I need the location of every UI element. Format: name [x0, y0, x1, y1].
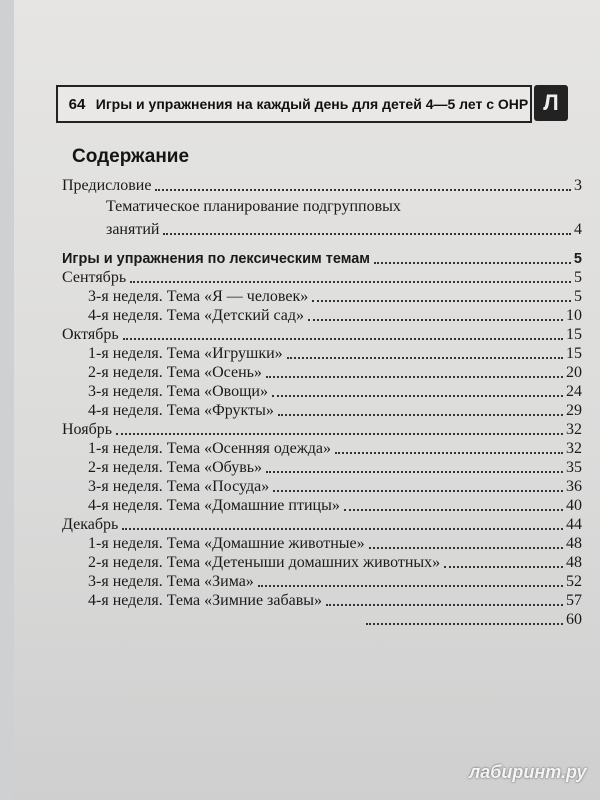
toc-label: 3-я неделя. Тема «Зима»: [88, 573, 254, 590]
leader-dots: [335, 452, 563, 454]
leader-dots: [272, 395, 563, 397]
toc-page: 3: [574, 177, 582, 194]
toc-entry: [106, 220, 582, 239]
toc-page: 32: [566, 421, 582, 438]
toc-label: Предисловие: [62, 177, 152, 194]
leader-dots: [266, 471, 563, 473]
toc-label: 3-я неделя. Тема «Посуда»: [88, 478, 270, 495]
toc-label: 1-я неделя. Тема «Домашние животные»: [88, 535, 365, 552]
toc-label: Игры и упражнения по лексическим темам: [62, 251, 371, 267]
toc-label: 4-я неделя. Тема «Фрукты»: [88, 402, 274, 419]
book-title: Игры и упражнения на каждый день для детей 4—5 лет с ОНР: [94, 85, 532, 123]
leader-dots: [273, 490, 563, 492]
leader-dots: [312, 300, 571, 302]
toc-entry: [88, 496, 582, 515]
toc-label: 4-я неделя. Тема «Домашние птицы»: [88, 497, 340, 514]
leader-dots: [308, 319, 563, 321]
toc-page: 15: [566, 326, 582, 343]
toc-label: 2-я неделя. Тема «Обувь»: [88, 459, 263, 476]
contents-heading: Содержание: [72, 146, 190, 167]
toc-month: [62, 268, 582, 287]
toc-page: 36: [566, 478, 582, 495]
toc-page: 10: [566, 307, 582, 324]
toc-label: 4-я неделя. Тема «Детский сад»: [88, 307, 305, 324]
toc-section: [62, 249, 582, 268]
toc-page: 52: [566, 573, 582, 590]
toc-label-line1: Тематическое планирование подгрупповых: [106, 198, 401, 215]
leader-dots: [155, 189, 571, 191]
toc-page: 5: [574, 269, 582, 286]
toc-entry: [88, 344, 582, 363]
toc-entry: [62, 176, 582, 195]
toc-month: [62, 325, 582, 344]
toc-page: 4: [574, 221, 582, 238]
toc-entry: [88, 287, 582, 306]
leader-dots: [366, 623, 563, 625]
leader-dots: [163, 233, 571, 235]
toc-entry: [364, 610, 582, 629]
toc-page: 48: [566, 535, 582, 552]
publisher-logo-icon: Л: [534, 85, 568, 121]
leader-dots: [278, 414, 563, 416]
toc-label: Октябрь: [62, 326, 119, 343]
toc-label: 2-я неделя. Тема «Детеныши домашних животных»: [88, 554, 441, 571]
leader-dots: [287, 357, 563, 359]
toc-entry: [88, 363, 582, 382]
toc-entry: [88, 382, 582, 401]
toc-label: Ноябрь: [62, 421, 113, 438]
toc-page: 48: [566, 554, 582, 571]
toc-month: [62, 515, 582, 534]
leader-dots: [344, 509, 563, 511]
toc-label: 1-я неделя. Тема «Игрушки»: [88, 345, 283, 362]
toc-page: 57: [566, 592, 582, 609]
toc-entry: [88, 553, 582, 572]
toc-label: занятий: [106, 221, 160, 238]
toc-entry: [88, 401, 582, 420]
leader-dots: [374, 262, 571, 264]
watermark-logo: лабиринт.ру: [469, 762, 587, 782]
toc-label: Декабрь: [62, 516, 119, 533]
toc-page: 29: [566, 402, 582, 419]
toc-label: Сентябрь: [62, 269, 127, 286]
toc-page: 40: [566, 497, 582, 514]
toc-entry: [88, 534, 582, 553]
leader-dots: [123, 338, 563, 340]
running-header: [56, 85, 568, 121]
book-page: [14, 0, 600, 800]
toc-page: 44: [566, 516, 582, 533]
toc-entry: [88, 477, 582, 496]
toc-month: [62, 420, 582, 439]
toc-entry: [88, 572, 582, 591]
toc-label: 1-я неделя. Тема «Осенняя одежда»: [88, 440, 331, 457]
toc-page: 15: [566, 345, 582, 362]
toc-label: 3-я неделя. Тема «Я — человек»: [88, 288, 309, 305]
leader-dots: [444, 566, 563, 568]
leader-dots: [116, 433, 563, 435]
toc-entry: [88, 591, 582, 610]
toc-page: 20: [566, 364, 582, 381]
toc-page: 5: [574, 288, 582, 305]
leader-dots: [266, 376, 563, 378]
leader-dots: [369, 547, 563, 549]
toc-page: 5: [573, 251, 582, 267]
toc-entry: [88, 306, 582, 325]
toc-label: 2-я неделя. Тема «Осень»: [88, 364, 262, 381]
toc-label: 3-я неделя. Тема «Овощи»: [88, 383, 268, 400]
toc-page: 35: [566, 459, 582, 476]
toc-page: 24: [566, 383, 582, 400]
leader-dots: [122, 528, 563, 530]
leader-dots: [258, 585, 563, 587]
toc-entry: [88, 439, 582, 458]
toc-page: 32: [566, 440, 582, 457]
leader-dots: [130, 281, 571, 283]
page-number: 64: [56, 85, 98, 123]
toc-page: 60: [566, 611, 582, 628]
leader-dots: [326, 604, 563, 606]
toc-label: 4-я неделя. Тема «Зимние забавы»: [88, 592, 323, 609]
toc-entry: [88, 458, 582, 477]
